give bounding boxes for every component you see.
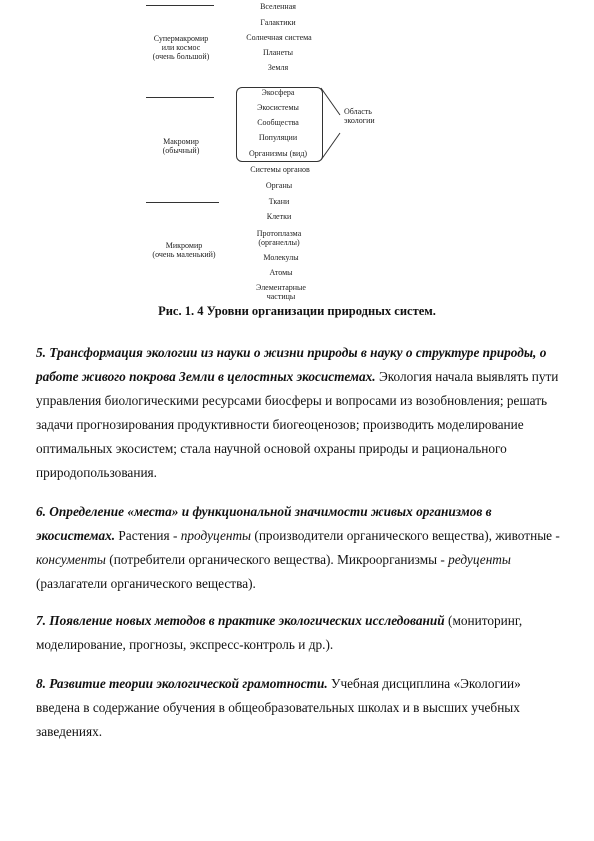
paragraph-heading: 5. Трансформация экологии из науки о жизни природы в науку о структуре природы, о работе живого покрова Земли в целостных экосистемах. [36,345,547,384]
zone-label-macro: Макромир (обычный) [162,137,200,155]
level-planets: Планеты [262,48,294,57]
figure-caption: Рис. 1. 4 Уровни организации природных систем. [158,304,436,318]
level-protoplasm: Протоплазма (органеллы) [256,229,302,247]
ecology-area-label: Область экологии [344,107,375,125]
level-ecosphere: Экосфера [261,88,295,97]
level-elementary-particles: Элементарные частицы [256,283,306,301]
paragraph-text: (мониторинг, моделирование, прогнозы, экспресс-контроль и др.). [36,613,523,652]
level-galaxies: Галактики [260,18,296,27]
level-tissues: Ткани [268,197,290,206]
paragraph-text: Растения - [115,528,181,543]
zone-divider [146,202,219,203]
ecology-brace [320,87,346,162]
zone-divider [146,97,214,98]
paragraph-5 [36,341,564,485]
paragraph-text: Экология начала выявлять пути управления биологическими ресурсами биосферы и вопросами из возобновления; решать задачи прогнозирования продуктивности биогеоценозов; производить моделирование оптимальных экосистем; стала научной основой охраны природы и рационального природопользования. [36,369,559,480]
level-molecules: Молекулы [263,253,299,262]
zone-label-super: Супермакромир или космос (очень большой) [152,34,210,61]
paragraph-heading: 8. Развитие теории экологической грамотности. [36,676,328,691]
paragraph-7 [36,609,564,657]
zone-label-micro: Микромир (очень маленький) [152,241,216,259]
level-organ-systems: Системы органов [250,165,310,174]
level-atoms: Атомы [269,268,293,277]
paragraph-heading: 7. Появление новых методов в практике экологических исследований [36,613,445,628]
level-organs: Органы [265,181,293,190]
term-decomposers: редуценты [448,552,511,567]
level-organisms: Организмы (вид) [248,149,308,158]
zone-divider [146,5,214,6]
level-cells: Клетки [266,212,292,221]
paragraph-heading: 6. Определение «места» и функциональной значимости живых организмов в экосистемах. [36,504,492,543]
term-consumers: консументы [36,552,106,567]
paragraph-text: (производители органического вещества), животные - [251,528,560,543]
level-solar-system: Солнечная система [246,33,312,42]
paragraph-8 [36,672,564,744]
paragraph-text: (потребители органического вещества). Микроорганизмы - [105,552,449,567]
paragraph-text: Учебная дисциплина «Экологии» введена в содержание обучения в общеобразовательных школах и в высших учебных заведениях. [36,676,521,739]
level-ecosystems: Экосистемы [257,103,299,112]
paragraph-6 [36,500,564,596]
level-communities: Сообщества [257,118,299,127]
level-universe: Вселенная [260,2,296,11]
term-producers: продуценты [180,528,252,543]
paragraph-text: (разлагатели органического вещества). [36,576,256,591]
level-earth: Земля [267,63,289,72]
level-populations: Популяции [258,133,298,142]
